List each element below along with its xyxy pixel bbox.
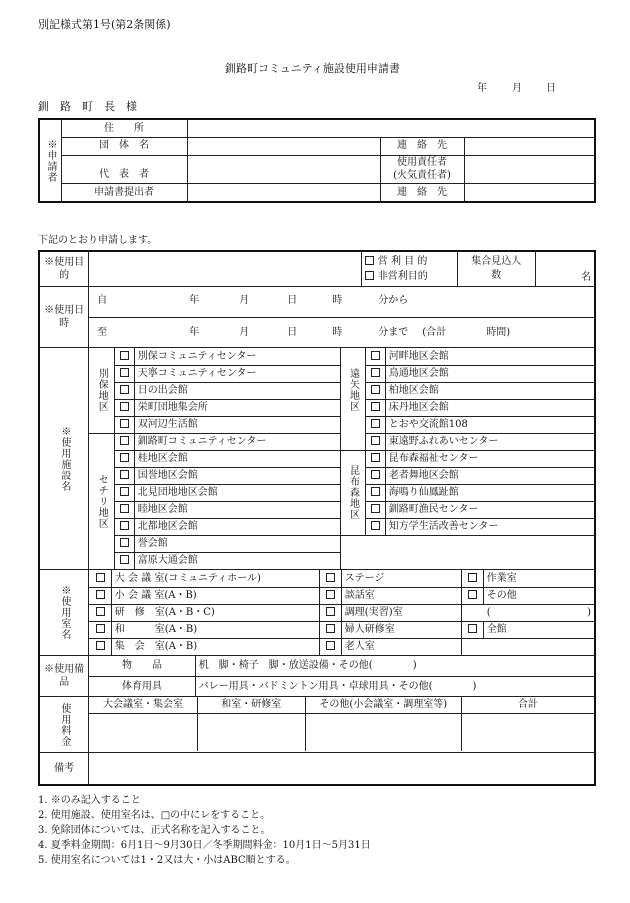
facility-name: 鳥通地区会館: [385, 365, 594, 382]
facility-grid: [89, 348, 594, 569]
facility-name: 国誉地区会館: [134, 467, 340, 484]
datetime-label: ※使用日時: [39, 287, 89, 348]
facility-name: 知方学生活改善センター: [385, 518, 594, 535]
betsuho-label: 別保地区: [89, 348, 114, 433]
note-item: 3. 免除団体については、正式名称を記入すること。: [38, 825, 271, 836]
equipment-label: ※使用備品: [39, 656, 89, 697]
contact2-field[interactable]: [464, 183, 595, 202]
facility-name: 双河辺生活館: [134, 416, 340, 433]
fee-label: 使用料金: [39, 697, 89, 753]
address-label: 住 所: [61, 119, 187, 137]
facility-checkbox[interactable]: [365, 518, 385, 535]
room-name: その他: [483, 587, 594, 604]
facility-name: 床丹地区会館: [385, 399, 594, 416]
sports-label: 体育用具: [89, 676, 195, 696]
room-name: 和 室(A・B): [111, 621, 319, 638]
applicant-table: [38, 118, 596, 203]
contact-field[interactable]: [464, 137, 595, 155]
facility-name: 東遠野ふれあいセンター: [385, 433, 594, 450]
room-grid: [89, 570, 594, 655]
form-title: 釧路町コミュニティ施設使用申請書: [225, 62, 400, 75]
date-day: 日: [546, 83, 556, 94]
room-checkbox[interactable]: [319, 604, 341, 621]
datetime-field[interactable]: [89, 287, 595, 348]
applicant-side-label: ※申請者: [39, 119, 61, 202]
facility-checkbox[interactable]: [365, 484, 385, 501]
submitter-label: 申請書提出者: [61, 183, 187, 202]
purpose-row: [89, 252, 594, 286]
room-checkbox[interactable]: [89, 621, 111, 638]
representative-label: 代 表 者: [61, 155, 187, 183]
facility-checkbox[interactable]: [365, 450, 385, 467]
room-checkbox[interactable]: [89, 604, 111, 621]
room-name: 小 会 議 室(A・B): [111, 587, 319, 604]
room-checkbox[interactable]: [319, 587, 341, 604]
facility-name: 別保コミュニティセンター: [134, 348, 340, 365]
fee-other-field[interactable]: [305, 713, 461, 751]
facility-checkbox[interactable]: [114, 450, 134, 467]
purpose-field[interactable]: [89, 252, 361, 286]
room-name: ステージ: [341, 570, 461, 587]
room-checkbox[interactable]: [461, 570, 483, 587]
nonprofit-option[interactable]: 非営利目的: [365, 269, 454, 284]
fee-total-field[interactable]: [461, 713, 594, 751]
facility-checkbox[interactable]: [114, 382, 134, 399]
toya-label: 遠矢地区: [340, 348, 365, 450]
room-name: 集 会 室(A・B): [111, 638, 319, 655]
facility-checkbox[interactable]: [114, 467, 134, 484]
goods-field[interactable]: 机 脚・椅子 脚・放送設備・その他( ): [195, 656, 594, 676]
room-checkbox[interactable]: [461, 621, 483, 638]
datetime-to-row: 至 年 月 日 時 分まで (合計 時間): [97, 327, 511, 338]
room-name: 研 修 室(A・B・C): [111, 604, 319, 621]
facility-name: 釧路町漁民センター: [385, 501, 594, 518]
group-name-label: 団 体 名: [61, 137, 187, 155]
facility-label: ※使用施設名: [39, 348, 89, 570]
profit-option[interactable]: 営 利 目 的: [365, 254, 454, 269]
room-other-field[interactable]: ( ): [461, 604, 594, 621]
room-name: 調理(実習)室: [341, 604, 461, 621]
fee-header: 合計: [461, 697, 594, 713]
room-label: ※使用室名: [39, 570, 89, 656]
facility-name: 桂地区会館: [134, 450, 340, 467]
room-name: 談話室: [341, 587, 461, 604]
datetime-from-row: 自 年 月 日 時 分から: [89, 287, 594, 318]
goods-label: 物 品: [89, 656, 195, 676]
facility-checkbox[interactable]: [114, 552, 134, 569]
room-name: 全館: [483, 621, 594, 638]
facility-checkbox[interactable]: [114, 484, 134, 501]
attendance-unit: 名: [581, 271, 591, 283]
room-checkbox[interactable]: [319, 570, 341, 587]
room-name: 作業室: [483, 570, 594, 587]
facility-name: 睦地区会館: [134, 501, 340, 518]
remarks-label: 備考: [39, 753, 89, 785]
facility-name: 釧路町コミュニティセンター: [134, 433, 340, 450]
facility-checkbox[interactable]: [114, 501, 134, 518]
facility-checkbox[interactable]: [365, 501, 385, 518]
addressee: 釧 路 町 長 様: [38, 100, 137, 113]
room-checkbox[interactable]: [89, 587, 111, 604]
facility-name: 誉会館: [134, 535, 340, 552]
facility-checkbox[interactable]: [365, 416, 385, 433]
note-item: 1. ※のみ記入すること: [38, 795, 141, 806]
facility-name: 柏地区会館: [385, 382, 594, 399]
room-checkbox[interactable]: [89, 570, 111, 587]
note-item: 2. 使用施設、使用室名は、□の中にレをすること。: [38, 810, 271, 821]
group-name-field[interactable]: [187, 137, 380, 155]
facility-name: 天寧コミュニティセンター: [134, 365, 340, 382]
seichiri-label: セチリ地区: [89, 433, 114, 569]
facility-checkbox[interactable]: [114, 365, 134, 382]
facility-name: 北見団地地区会館: [134, 484, 340, 501]
facility-name: 老者舞地区会館: [385, 467, 594, 484]
attendance-label: 集合見込人数: [457, 252, 535, 286]
facility-name: 北都地区会館: [134, 518, 340, 535]
responsible-label: 使用責任者: [380, 155, 464, 169]
facility-name: 富原大通会館: [134, 552, 340, 569]
notes: [38, 793, 371, 868]
facility-checkbox[interactable]: [114, 399, 134, 416]
address-field[interactable]: [187, 119, 595, 137]
facility-checkbox[interactable]: [365, 365, 385, 382]
date-month: 月: [512, 83, 522, 94]
form-number: 別記様式第1号(第2条関係): [38, 18, 171, 31]
facility-name: 日の出会館: [134, 382, 340, 399]
room-checkbox[interactable]: [319, 638, 341, 655]
fire-responsible-label: (火気責任者): [380, 169, 464, 183]
facility-checkbox[interactable]: [365, 467, 385, 484]
facility-name: 海鳴り仙鳳趾館: [385, 484, 594, 501]
facility-checkbox[interactable]: [114, 535, 134, 552]
remarks-field[interactable]: [89, 753, 595, 785]
contact-label: 連 絡 先: [380, 137, 464, 155]
profit-checkbox[interactable]: [365, 256, 374, 265]
room-checkbox[interactable]: [89, 638, 111, 655]
contact2-label: 連 絡 先: [380, 183, 464, 202]
submitter-field[interactable]: [187, 183, 380, 202]
intro-text: 下記のとおり申請します。: [38, 235, 158, 246]
room-checkbox[interactable]: [461, 587, 483, 604]
facility-name: 昆布森福祉センター: [385, 450, 594, 467]
equipment-grid: [89, 656, 594, 696]
room-checkbox[interactable]: [319, 621, 341, 638]
fee-header: 和室・研修室: [197, 697, 305, 713]
room-name: 大 会 議 室(コミュニティホール): [111, 570, 319, 587]
fee-large-room-field[interactable]: [89, 713, 197, 751]
facility-checkbox[interactable]: [114, 518, 134, 535]
facility-name: 河畔地区会館: [385, 348, 594, 365]
fee-grid: [89, 697, 594, 751]
fee-japanese-room-field[interactable]: [197, 713, 305, 751]
fee-header: 大会議室・集会室: [89, 697, 197, 713]
room-name: 老人室: [341, 638, 461, 655]
facility-checkbox[interactable]: [365, 399, 385, 416]
facility-checkbox[interactable]: [365, 348, 385, 365]
note-item: 5. 使用室名については1・2又は大・小はABC順とする。: [38, 855, 296, 866]
purpose-label: ※使用目的: [39, 251, 89, 287]
facility-checkbox[interactable]: [114, 348, 134, 365]
facility-name: とおや交流館108: [385, 416, 594, 433]
responsible-field[interactable]: [464, 155, 595, 183]
sports-field[interactable]: バレー用具・バドミントン用具・卓球用具・その他( ): [195, 676, 594, 696]
fee-header: その他(小会議室・調理室等): [305, 697, 461, 713]
nonprofit-checkbox[interactable]: [365, 271, 374, 280]
date-year: 年: [477, 83, 487, 94]
application-table: [38, 250, 596, 786]
konbu-label: 昆布森地区: [340, 450, 365, 535]
representative-field[interactable]: [187, 155, 380, 183]
facility-checkbox[interactable]: [114, 416, 134, 433]
facility-checkbox[interactable]: [114, 433, 134, 450]
facility-name: 栄町団地集会所: [134, 399, 340, 416]
facility-checkbox[interactable]: [365, 433, 385, 450]
room-name: 婦人研修室: [341, 621, 461, 638]
note-item: 4. 夏季料金期間：6月1日～9月30日／冬季期間料金：10月1日～5月31日: [38, 840, 371, 851]
facility-checkbox[interactable]: [365, 382, 385, 399]
